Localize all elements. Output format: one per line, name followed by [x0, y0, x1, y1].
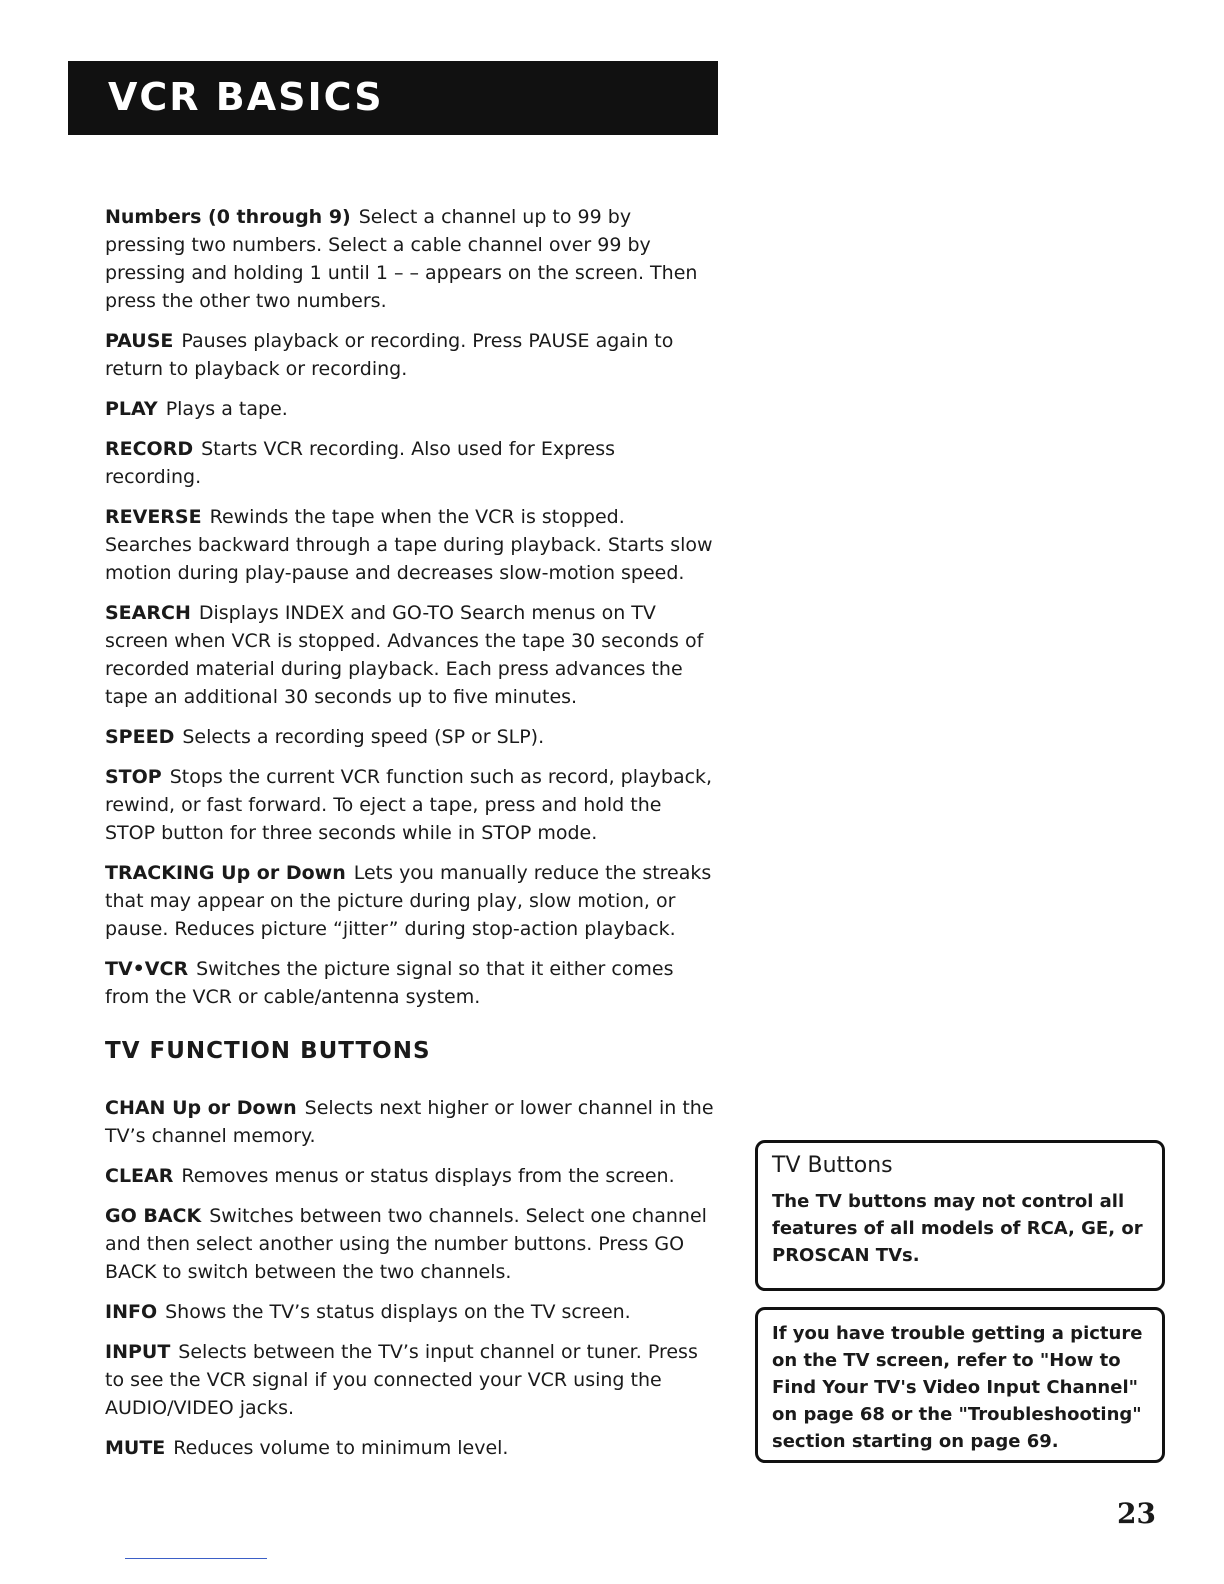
entry-term: Numbers (0 through 9) — [105, 206, 351, 228]
entry-term: TV•VCR — [105, 958, 189, 980]
trouble-note — [755, 1307, 1165, 1463]
entry-text: Pauses playback or recording. Press PAUSE again to return to playback or recording. — [105, 330, 674, 380]
list-item — [105, 1338, 715, 1422]
list-item — [105, 859, 715, 943]
entry-text: Plays a tape. — [165, 398, 288, 420]
entry-text: Reduces volume to minimum level. — [173, 1437, 509, 1459]
list-item — [105, 503, 715, 587]
entry-text: Selects a recording speed (SP or SLP). — [182, 726, 545, 748]
entry-term: RECORD — [105, 438, 194, 460]
list-item — [105, 435, 715, 491]
list-item — [105, 955, 715, 1011]
tv-buttons-note — [755, 1140, 1165, 1291]
section-heading: TV FUNCTION BUTTONS — [105, 1038, 431, 1064]
list-item — [105, 327, 715, 383]
entry-term: CHAN Up or Down — [105, 1097, 297, 1119]
entry-term: INFO — [105, 1301, 158, 1323]
entry-term: INPUT — [105, 1341, 171, 1363]
divider — [125, 1558, 267, 1559]
entry-term: SEARCH — [105, 602, 191, 624]
list-item — [105, 1094, 715, 1150]
list-item — [105, 203, 715, 315]
list-item — [105, 1162, 715, 1190]
list-item — [105, 395, 715, 423]
list-item — [105, 1202, 715, 1286]
header-bar — [68, 61, 718, 135]
entry-text: Selects between the TV’s input channel or tuner. Press to see the VCR signal if you connected your VCR using the AUDIO/VIDEO jacks. — [105, 1341, 698, 1419]
entry-term: TRACKING Up or Down — [105, 862, 346, 884]
list-item — [105, 1434, 715, 1462]
list-item — [105, 763, 715, 847]
entry-term: SPEED — [105, 726, 175, 748]
page-number: 23 — [1117, 1497, 1156, 1530]
entry-term: PAUSE — [105, 330, 174, 352]
entry-text: Switches the picture signal so that it either comes from the VCR or cable/antenna system. — [105, 958, 674, 1008]
entry-text: Select a channel up to 99 by pressing two numbers. Select a cable channel over 99 by pressing and holding 1 until 1 – – appears on the screen. Then press the other two numbers. — [105, 206, 698, 312]
tv-entries — [105, 1094, 715, 1474]
note-body: If you have trouble getting a picture on the TV screen, refer to "How to Find Your TV's Video Input Channel" on page 68 or the "Troubleshooting" section starting on page 69. — [772, 1323, 1143, 1452]
main-entries — [105, 203, 715, 1023]
entry-term: REVERSE — [105, 506, 202, 528]
entry-text: Displays INDEX and GO-TO Search menus on TV screen when VCR is stopped. Advances the tape 30 seconds of recorded material during playback. Each press advances the tape an additional 30 seconds up to five minutes. — [105, 602, 704, 708]
entry-term: GO BACK — [105, 1205, 202, 1227]
entry-text: Selects next higher or lower channel in the TV’s channel memory. — [105, 1097, 714, 1147]
entry-term: PLAY — [105, 398, 158, 420]
entry-text: Starts VCR recording. Also used for Express recording. — [105, 438, 616, 488]
entry-text: Lets you manually reduce the streaks that may appear on the picture during play, slow motion, or pause. Reduces picture “jitter” during stop-action playback. — [105, 862, 712, 940]
page-title: VCR BASICS — [108, 75, 384, 119]
note-body: The TV buttons may not control all features of all models of RCA, GE, or PROSCAN TVs. — [772, 1191, 1143, 1266]
entry-text: Switches between two channels. Select one channel and then select another using the number buttons. Press GO BACK to switch between the two channels. — [105, 1205, 707, 1283]
list-item — [105, 1298, 715, 1326]
entry-text: Stops the current VCR function such as record, playback, rewind, or fast forward. To eject a tape, press and hold the STOP button for three seconds while in STOP mode. — [105, 766, 713, 844]
entry-term: STOP — [105, 766, 162, 788]
entry-text: Rewinds the tape when the VCR is stopped. Searches backward through a tape during playback. Starts slow motion during play-pause and decreases slow-motion speed. — [105, 506, 713, 584]
note-title: TV Buttons — [772, 1153, 893, 1178]
list-item — [105, 599, 715, 711]
list-item — [105, 723, 715, 751]
entry-term: MUTE — [105, 1437, 166, 1459]
entry-term: CLEAR — [105, 1165, 174, 1187]
entry-text: Shows the TV’s status displays on the TV screen. — [165, 1301, 631, 1323]
entry-text: Removes menus or status displays from the screen. — [181, 1165, 675, 1187]
